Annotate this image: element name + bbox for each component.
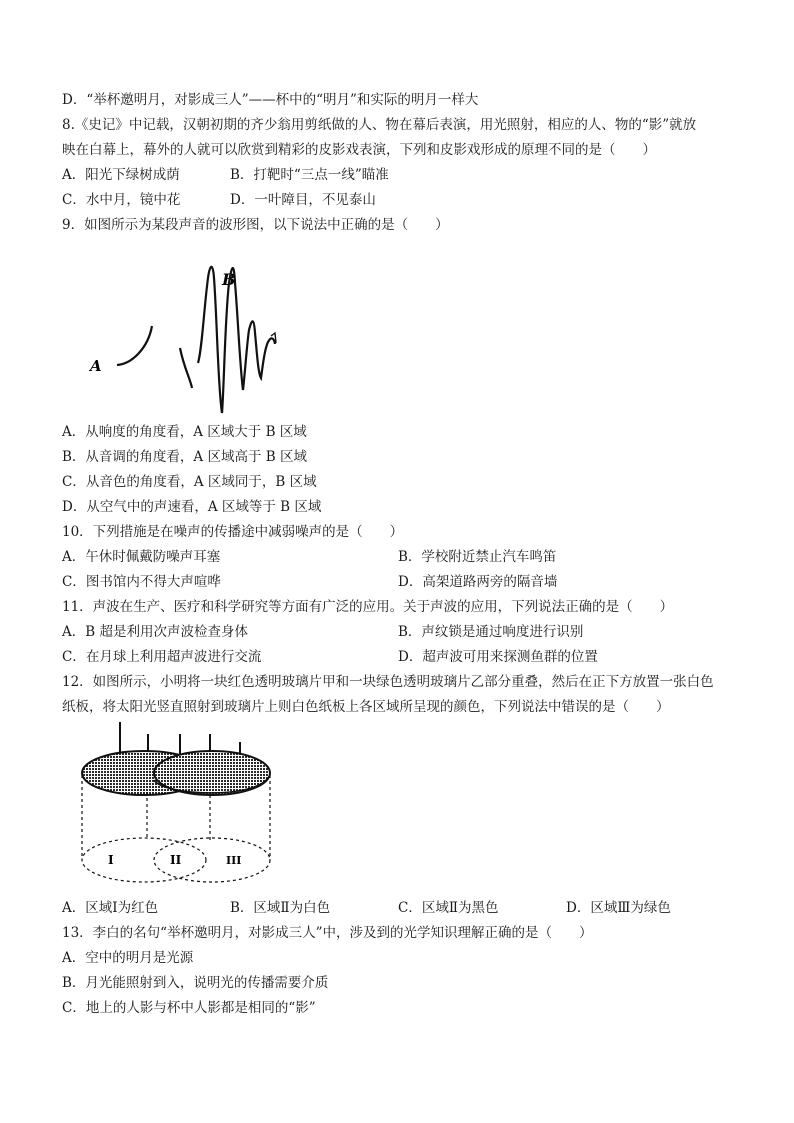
q8-stem-line1: 8.《史记》中记载，汉朝初期的齐少翁用剪纸做的人、物在幕后表演，用光照射，相应的人、物的“影”就放 [62, 117, 697, 133]
q12-glass-figure [62, 720, 742, 896]
q10-option-c: C．图书馆内不得大声喧哗 [62, 574, 221, 590]
q9-stem: 9．如图所示为某段声音的波形图，以下说法中正确的是（ ） [62, 217, 449, 233]
q12-option-a: A．区域Ⅰ为红色 [62, 900, 159, 916]
q12-stem-line2: 纸板，将太阳光竖直照射到玻璃片上则白色纸板上各区域所呈现的颜色，下列说法中错误的是（ ） [62, 699, 670, 715]
q11-option-a: A．B 超是利用次声波检查身体 [62, 624, 248, 640]
q12-option-d: D．区域Ⅲ为绿色 [566, 900, 671, 916]
q13-option-c: C．地上的人影与杯中人影都是相同的“影” [62, 1000, 316, 1016]
q7-option-d: D．“举杯邀明月，对影成三人”——杯中的“明月”和实际的明月一样大 [62, 92, 479, 108]
glass-svg [62, 720, 302, 896]
exam-page [62, 88, 742, 1021]
q8-option-b: B．打靶时“三点一线”瞄准 [230, 167, 389, 183]
q13-stem: 13．李白的名句“举杯邀明月，对影成三人”中，涉及到的光学知识理解正确的是（ ） [62, 925, 593, 941]
region-iii-label: III [226, 854, 242, 867]
q13-option-b: B．月光能照射到入，说明光的传播需要介质 [62, 975, 329, 991]
q10-options-row1 [62, 545, 742, 570]
waveform-label-b: B [222, 270, 236, 289]
q10-option-b: B．学校附近禁止汽车鸣笛 [398, 549, 557, 565]
q8-option-d: D．一叶障目，不见泰山 [230, 192, 376, 208]
q10-option-d: D．高架道路两旁的隔音墙 [398, 574, 558, 590]
q8-options-row2 [62, 188, 742, 213]
q12-option-c: C．区域Ⅱ为黑色 [398, 900, 499, 916]
q10-stem: 10．下列措施是在噪声的传播途中减弱噪声的是（ ） [62, 524, 404, 540]
q9-option-a: A．从响度的角度看，A 区域大于 B 区域 [62, 424, 307, 440]
q13-option-a: A．空中的明月是光源 [62, 950, 194, 966]
waveform-segment-middle [180, 348, 192, 388]
q9-waveform-figure [62, 238, 742, 420]
q11-option-c: C．在月球上利用超声波进行交流 [62, 649, 262, 665]
q11-options-row2 [62, 645, 742, 670]
q12-option-b: B．区域Ⅱ为白色 [230, 900, 331, 916]
q11-options-row1 [62, 620, 742, 645]
q11-option-b: B．声纹锁是通过响度进行识别 [398, 624, 584, 640]
waveform-svg [62, 238, 322, 420]
q11-option-d: D．超声波可用来探测鱼群的位置 [398, 649, 598, 665]
q12-stem-line1: 12．如图所示，小明将一块红色透明玻璃片甲和一块绿色透明玻璃片乙部分重叠，然后在正下方放置一张白色 [62, 674, 714, 690]
q9-option-d: D．从空气中的声速看，A 区域等于 B 区域 [62, 499, 322, 515]
waveform-segment-left [117, 326, 152, 365]
q10-options-row2 [62, 570, 742, 595]
q12-options-row [62, 896, 742, 921]
q8-options-row1 [62, 163, 742, 188]
region-i-label: I [108, 853, 114, 867]
q10-option-a: A．午休时佩戴防噪声耳塞 [62, 549, 221, 565]
waveform-segment-burst [198, 267, 275, 413]
waveform-label-a: A [90, 357, 102, 375]
q8-option-a: A．阳光下绿树成荫 [62, 167, 180, 183]
q8-stem-line2: 映在白幕上，幕外的人就可以欣赏到精彩的皮影戏表演，下列和皮影戏形成的原理不同的是（ ） [62, 142, 656, 158]
q9-option-c: C．从音色的角度看，A 区域同于，B 区域 [62, 474, 317, 490]
region-ii-label: II [170, 853, 182, 867]
q11-stem: 11．声波在生产、医疗和科学研究等方面有广泛的应用。关于声波的应用，下列说法正确的是（ ） [62, 599, 674, 615]
q8-option-c: C．水中月，镜中花 [62, 192, 181, 208]
q9-option-b: B．从音调的角度看，A 区域高于 B 区域 [62, 449, 307, 465]
